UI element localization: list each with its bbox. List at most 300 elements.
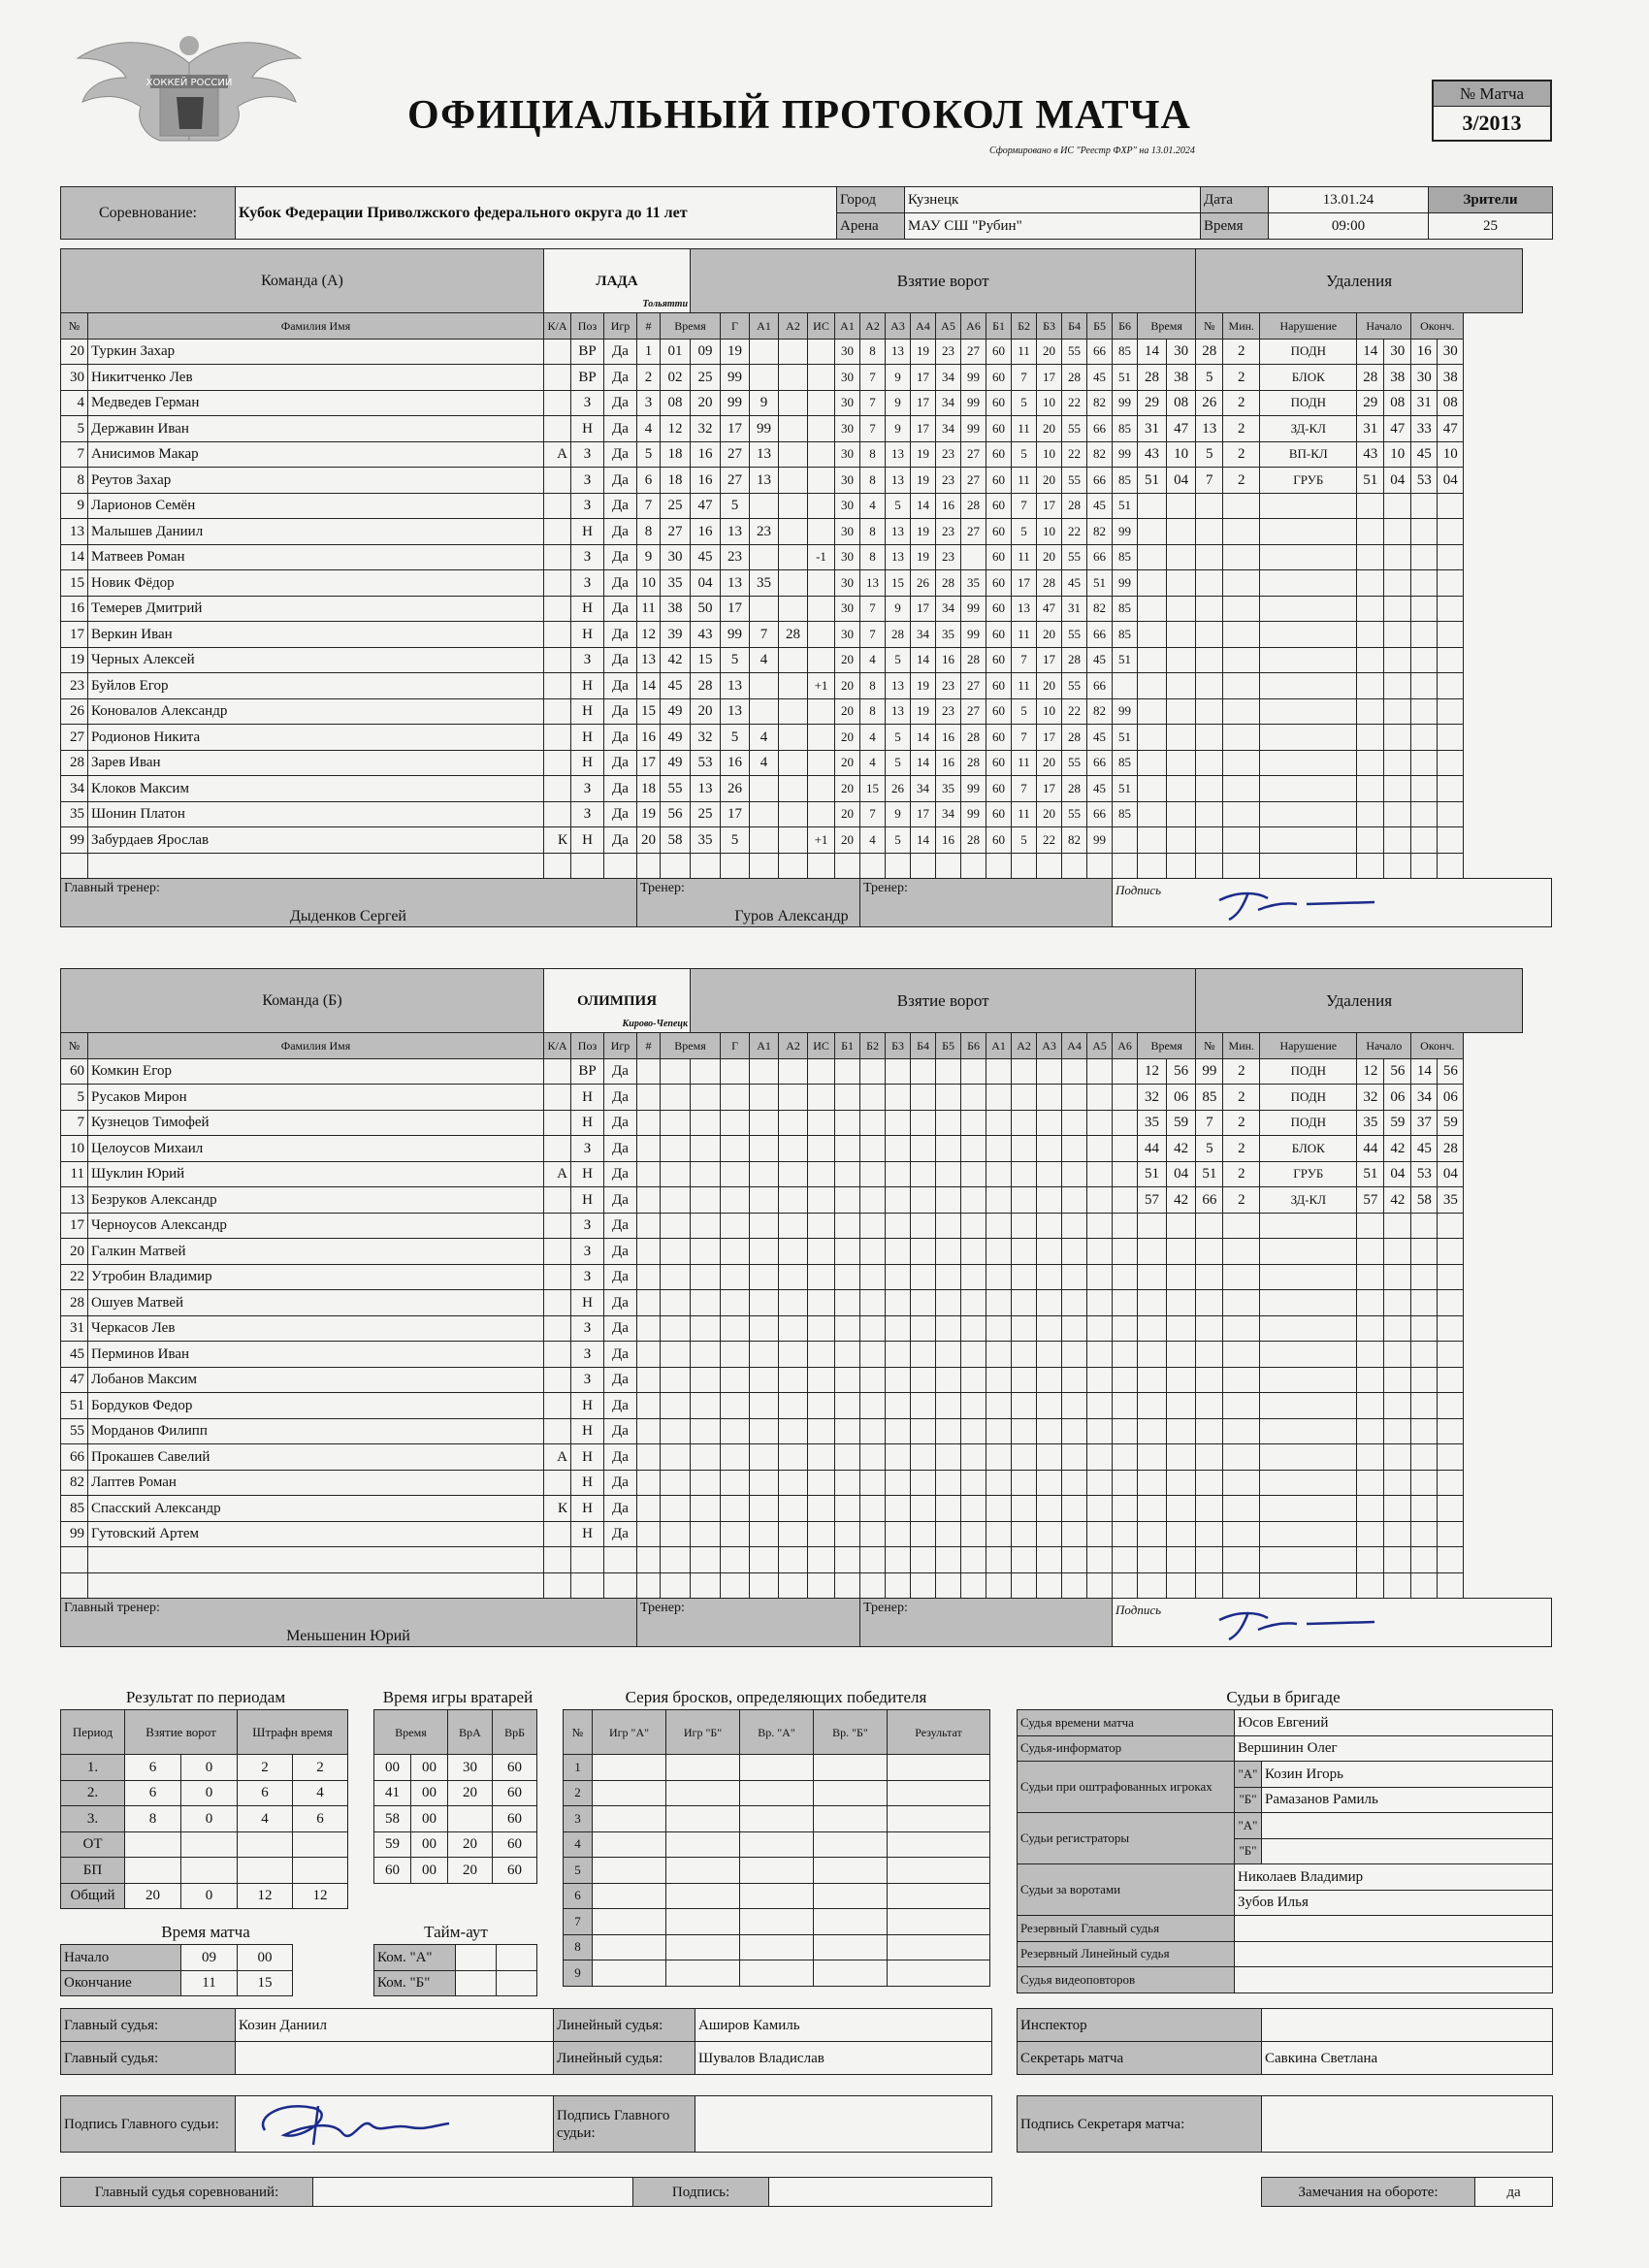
secretary-sign-table [1017, 2095, 1553, 2153]
on-ice-player: 45 [1087, 647, 1113, 673]
on-ice-player: 11 [1012, 622, 1037, 648]
penalty-start-min: 51 [1357, 1161, 1384, 1187]
official-row [1018, 1941, 1553, 1967]
city-label: Город [837, 187, 905, 213]
on-ice-player: 23 [936, 544, 961, 570]
period-goals-a: 8 [125, 1806, 181, 1832]
shootout-number: 4 [564, 1831, 593, 1858]
on-ice-player: 34 [911, 776, 936, 802]
shootout-number: 2 [564, 1780, 593, 1806]
competition-referee-label: Главный судья соревнований: [61, 2178, 313, 2207]
penalty-type: ПОДН [1260, 1058, 1357, 1085]
penalty-start-min: 29 [1357, 390, 1384, 416]
shootout-row [564, 1755, 990, 1781]
penalty-type: БЛОК [1260, 1136, 1357, 1162]
penalty-start-sec: 04 [1384, 1161, 1411, 1187]
on-ice-player: 47 [1037, 596, 1062, 622]
on-ice-player: 26 [886, 776, 911, 802]
on-ice-player: 20 [1037, 468, 1062, 494]
col-pen-no: № [1196, 313, 1223, 340]
col-pen-start: Начало [1357, 1033, 1411, 1059]
period-row [61, 1755, 348, 1781]
on-ice-player: 8 [860, 441, 886, 468]
official-row [1018, 1967, 1553, 1993]
player-number: 5 [61, 1085, 88, 1111]
player-ka [544, 365, 571, 391]
penalty-end-min: 58 [1411, 1187, 1438, 1214]
penalty-second: 04 [1167, 1161, 1196, 1187]
match-end-label: Окончание [61, 1970, 181, 1996]
table-row [61, 1496, 1552, 1522]
penalty-start-min: 28 [1357, 365, 1384, 391]
penalty-minutes: 2 [1223, 1110, 1260, 1136]
on-ice-player: 51 [1113, 776, 1138, 802]
player-played: Да [604, 776, 637, 802]
goal-second: 16 [691, 468, 721, 494]
goal-minute: 30 [661, 544, 691, 570]
sign-label: Подпись [1116, 1603, 1162, 1617]
official-name [1235, 1916, 1553, 1942]
on-ice-player: 85 [1113, 416, 1138, 442]
official-label: Судьи регистраторы [1018, 1813, 1235, 1864]
on-ice-player: 34 [936, 390, 961, 416]
player-number: 85 [61, 1496, 88, 1522]
goalie-row [374, 1755, 537, 1781]
goal-assist-2 [779, 698, 808, 725]
period-goals-a: 20 [125, 1883, 181, 1909]
on-ice-player: 7 [860, 596, 886, 622]
inspector-label: Инспектор [1018, 2009, 1262, 2042]
player-name: Никитченко Лев [88, 365, 544, 391]
player-number: 20 [61, 1239, 88, 1265]
player-played: Да [604, 1418, 637, 1444]
on-ice-player: 7 [1012, 365, 1037, 391]
time-label: Время [1201, 213, 1269, 240]
goal-number: 1 [637, 339, 661, 365]
goalie-minute: 58 [374, 1806, 411, 1832]
penalty-start-sec: 04 [1384, 468, 1411, 494]
penalty-start-min: 43 [1357, 441, 1384, 468]
penalty-minutes: 2 [1223, 390, 1260, 416]
on-ice-player: 99 [1113, 698, 1138, 725]
on-ice-player: 8 [860, 519, 886, 545]
on-ice-player: 22 [1062, 519, 1087, 545]
player-number: 14 [61, 544, 88, 570]
on-ice-player: 5 [1012, 698, 1037, 725]
col-onice: Б1 [986, 313, 1012, 340]
penalty-end-min: 53 [1411, 1161, 1438, 1187]
goal-number: 13 [637, 647, 661, 673]
goal-assist-2 [779, 750, 808, 776]
on-ice-player: 30 [835, 390, 860, 416]
penalty-minute: 14 [1138, 339, 1167, 365]
goal-scorer: 23 [721, 544, 750, 570]
on-ice-player: 11 [1012, 673, 1037, 699]
player-position: З [571, 1136, 604, 1162]
main-referee-2-sign-label: Подпись Главного судьи: [554, 2096, 695, 2153]
on-ice-player: 85 [1113, 339, 1138, 365]
col-pen-time: Время [1138, 313, 1196, 340]
col-onice: Б4 [1062, 313, 1087, 340]
penalty-end-sec: 10 [1438, 441, 1464, 468]
on-ice-player: 7 [860, 365, 886, 391]
player-played: Да [604, 827, 637, 854]
head-coach-name: Дыденков Сергей [290, 908, 406, 924]
player-position: З [571, 1367, 604, 1393]
on-ice-player: 82 [1087, 698, 1113, 725]
goal-minute: 25 [661, 493, 691, 519]
player-position: Н [571, 1085, 604, 1111]
goal-minute: 27 [661, 519, 691, 545]
goal-situation [808, 647, 835, 673]
player-name: Целоусов Михаил [88, 1136, 544, 1162]
goal-scorer: 13 [721, 519, 750, 545]
shootout-number: 7 [564, 1909, 593, 1935]
on-ice-player: 17 [1037, 647, 1062, 673]
shootout-title: Серия бросков, определяющих победителя [625, 1688, 927, 1706]
player-played: Да [604, 596, 637, 622]
penalty-minutes: 2 [1223, 416, 1260, 442]
penalty-minute: 51 [1138, 1161, 1167, 1187]
arena-label: Арена [837, 213, 905, 240]
player-played: Да [604, 1264, 637, 1290]
on-ice-player: 23 [936, 698, 961, 725]
on-ice-player: 20 [835, 698, 860, 725]
col-onice: Б1 [835, 1033, 860, 1059]
on-ice-player: 30 [835, 365, 860, 391]
on-ice-player: 30 [835, 519, 860, 545]
on-ice-player: 19 [911, 673, 936, 699]
official-row [1018, 1864, 1553, 1891]
shootout-number: 9 [564, 1960, 593, 1987]
penalty-minutes: 2 [1223, 1085, 1260, 1111]
goal-second: 09 [691, 339, 721, 365]
goal-second: 43 [691, 622, 721, 648]
on-ice-player: 20 [1037, 544, 1062, 570]
penalty-player: 7 [1196, 468, 1223, 494]
on-ice-player: 13 [886, 698, 911, 725]
col-g: Г [721, 313, 750, 340]
col-pen-start: Начало [1357, 313, 1411, 340]
player-number: 30 [61, 365, 88, 391]
goal-second: 15 [691, 647, 721, 673]
goal-situation [808, 698, 835, 725]
penalty-minute: 12 [1138, 1058, 1167, 1085]
goal-situation [808, 468, 835, 494]
period-col-header: Период [61, 1710, 125, 1755]
goal-number: 8 [637, 519, 661, 545]
player-name: Новик Фёдор [88, 570, 544, 597]
on-ice-player: 7 [1012, 776, 1037, 802]
penalty-end-sec: 47 [1438, 416, 1464, 442]
goal-number: 14 [637, 673, 661, 699]
period-goals-header: Взятие ворот [125, 1710, 238, 1755]
signature-icon [245, 2096, 459, 2153]
table-row [61, 1136, 1552, 1162]
team-sign-cell [1113, 879, 1552, 927]
on-ice-player: 60 [986, 365, 1012, 391]
table-row [61, 1290, 1552, 1316]
official-name: Козин Игорь [1262, 1762, 1553, 1788]
goalie-second: 00 [411, 1858, 448, 1884]
on-ice-player: 20 [1037, 622, 1062, 648]
player-played: Да [604, 725, 637, 751]
on-ice-player: 16 [936, 725, 961, 751]
official-name: Николаев Владимир [1235, 1864, 1553, 1891]
player-position: Н [571, 725, 604, 751]
player-number: 13 [61, 1187, 88, 1214]
player-played: Да [604, 801, 637, 827]
penalty-minute: 32 [1138, 1085, 1167, 1111]
col-pos: Поз [571, 313, 604, 340]
goal-assist-1: 4 [750, 750, 779, 776]
col-onice: Б3 [886, 1033, 911, 1059]
trainer-label: Тренер: [637, 879, 860, 927]
goal-scorer: 27 [721, 468, 750, 494]
on-ice-player: 14 [911, 827, 936, 854]
official-label: Резервный Главный судья [1018, 1916, 1235, 1942]
player-name: Матвеев Роман [88, 544, 544, 570]
on-ice-player: 85 [1113, 544, 1138, 570]
penalty-minutes: 2 [1223, 468, 1260, 494]
penalty-player: 5 [1196, 365, 1223, 391]
penalty-minute: 57 [1138, 1187, 1167, 1214]
main-referee-signature [236, 2096, 554, 2153]
competition-referee-sign-label: Подпись: [633, 2178, 769, 2207]
on-ice-player: 17 [911, 416, 936, 442]
on-ice-player: 34 [936, 416, 961, 442]
goal-number: 3 [637, 390, 661, 416]
on-ice-player: 27 [961, 339, 986, 365]
player-name: Безруков Александр [88, 1187, 544, 1214]
col-played: Игр [604, 1033, 637, 1059]
player-position: Н [571, 1521, 604, 1547]
on-ice-player: 45 [1087, 493, 1113, 519]
date-value: 13.01.24 [1269, 187, 1429, 213]
team-a-section [60, 248, 1552, 927]
penalty-minute: 29 [1138, 390, 1167, 416]
on-ice-player: 14 [911, 750, 936, 776]
on-ice-player: 60 [986, 827, 1012, 854]
player-played: Да [604, 519, 637, 545]
on-ice-player: 20 [835, 776, 860, 802]
line-referee-1-label: Линейный судья: [554, 2009, 695, 2042]
goalie-b: 60 [493, 1780, 537, 1806]
official-name: Рамазанов Рамиль [1262, 1787, 1553, 1813]
goalie-second: 00 [411, 1780, 448, 1806]
player-position: Н [571, 1161, 604, 1187]
on-ice-player: 66 [1087, 416, 1113, 442]
on-ice-player: 5 [1012, 390, 1037, 416]
table-row [61, 339, 1552, 365]
arena-value: МАУ СШ "Рубин" [905, 213, 1201, 240]
player-number: 7 [61, 1110, 88, 1136]
penalty-second: 56 [1167, 1058, 1196, 1085]
on-ice-player: 11 [1012, 801, 1037, 827]
player-played: Да [604, 1187, 637, 1214]
player-position: Н [571, 698, 604, 725]
goal-assist-2 [779, 416, 808, 442]
player-ka [544, 1342, 571, 1368]
on-ice-player: 19 [911, 441, 936, 468]
player-name: Спасский Александр [88, 1496, 544, 1522]
match-time-title: Время матча [161, 1923, 250, 1941]
official-label: Судьи при оштрафованных игроках [1018, 1762, 1235, 1813]
on-ice-player: 85 [1113, 622, 1138, 648]
on-ice-player: 13 [886, 544, 911, 570]
on-ice-player: 30 [835, 416, 860, 442]
table-row [61, 776, 1552, 802]
penalty-start-min: 51 [1357, 468, 1384, 494]
goal-scorer: 13 [721, 698, 750, 725]
player-number: 60 [61, 1058, 88, 1085]
player-position: Н [571, 519, 604, 545]
team-name-text: ЛАДА [596, 273, 638, 289]
penalty-end-min: 34 [1411, 1085, 1438, 1111]
penalty-start-sec: 10 [1384, 441, 1411, 468]
goal-assist-1: 4 [750, 725, 779, 751]
goal-assist-2 [779, 441, 808, 468]
player-number: 27 [61, 725, 88, 751]
on-ice-player: 17 [911, 596, 936, 622]
official-team: "А" [1235, 1813, 1262, 1839]
on-ice-player: 5 [1012, 441, 1037, 468]
period-pen-b: 12 [293, 1883, 348, 1909]
goal-minute: 08 [661, 390, 691, 416]
goal-second: 04 [691, 570, 721, 597]
sign-label: Подпись [1116, 883, 1161, 897]
player-played: Да [604, 1342, 637, 1368]
main-referee-sign-label: Подпись Главного судьи: [61, 2096, 236, 2153]
goal-scorer: 13 [721, 570, 750, 597]
goal-number: 2 [637, 365, 661, 391]
table-row [61, 750, 1552, 776]
on-ice-player: 66 [1087, 468, 1113, 494]
player-number: 47 [61, 1367, 88, 1393]
player-ka [544, 1187, 571, 1214]
on-ice-player: 5 [886, 493, 911, 519]
col-pen-end: Оконч. [1411, 313, 1464, 340]
period-goals-b: 0 [181, 1755, 238, 1781]
match-start-hour: 09 [181, 1945, 238, 1971]
col-onice: А6 [1113, 1033, 1138, 1059]
period-pen-a: 4 [238, 1806, 293, 1832]
penalty-type: ПОДН [1260, 339, 1357, 365]
on-ice-player: 28 [936, 570, 961, 597]
col-g: Г [721, 1033, 750, 1059]
table-row [61, 519, 1552, 545]
player-ka [544, 1290, 571, 1316]
player-position: ВР [571, 1058, 604, 1085]
penalty-second: 06 [1167, 1085, 1196, 1111]
remarks-label: Замечания на обороте: [1262, 2178, 1475, 2207]
player-ka [544, 1213, 571, 1239]
table-row [61, 416, 1552, 442]
player-ka [544, 596, 571, 622]
signatures-table [60, 2095, 992, 2153]
goal-scorer: 17 [721, 596, 750, 622]
on-ice-player: 28 [961, 493, 986, 519]
official-row [1018, 1735, 1553, 1762]
penalty-end-min: 14 [1411, 1058, 1438, 1085]
official-name: Юсов Евгений [1235, 1710, 1553, 1736]
official-row [1018, 1710, 1553, 1736]
shootout-number: 6 [564, 1883, 593, 1909]
col-num: № [61, 313, 88, 340]
player-number: 9 [61, 493, 88, 519]
official-label: Судьи за воротами [1018, 1864, 1235, 1916]
on-ice-player: 7 [860, 390, 886, 416]
player-number: 17 [61, 1213, 88, 1239]
period-pen-b: 2 [293, 1755, 348, 1781]
goal-scorer: 5 [721, 725, 750, 751]
on-ice-player: 22 [1037, 827, 1062, 854]
table-row [61, 1393, 1552, 1419]
table-row [61, 1444, 1552, 1471]
player-name: Реутов Захар [88, 468, 544, 494]
period-row [61, 1883, 348, 1909]
player-name: Черных Алексей [88, 647, 544, 673]
goal-scorer: 16 [721, 750, 750, 776]
on-ice-player: 9 [886, 801, 911, 827]
goal-situation [808, 750, 835, 776]
penalty-type: ЗД-КЛ [1260, 1187, 1357, 1214]
player-number: 31 [61, 1315, 88, 1342]
goalies-table [373, 1709, 537, 1884]
on-ice-player: 20 [835, 673, 860, 699]
on-ice-player: 51 [1087, 570, 1113, 597]
goal-situation [808, 725, 835, 751]
on-ice-player: 11 [1012, 468, 1037, 494]
page-title: ОФИЦИАЛЬНЫЙ ПРОТОКОЛ МАТЧА [407, 93, 1191, 138]
on-ice-player: 82 [1087, 441, 1113, 468]
player-played: Да [604, 1136, 637, 1162]
team-name-text: ОЛИМПИЯ [576, 992, 658, 1009]
goals-section-title: Взятие ворот [691, 249, 1196, 313]
goal-assist-2: 28 [779, 622, 808, 648]
on-ice-player: 34 [936, 596, 961, 622]
table-row [61, 1572, 1552, 1599]
col-name: Фамилия Имя [88, 313, 544, 340]
col-pen-no: № [1196, 1033, 1223, 1059]
on-ice-player: 13 [886, 519, 911, 545]
table-row [61, 698, 1552, 725]
goalie-row [374, 1806, 537, 1832]
on-ice-player: 11 [1012, 339, 1037, 365]
timeout-team-b-label: Ком. "Б" [374, 1970, 456, 1996]
goal-minute: 12 [661, 416, 691, 442]
on-ice-player: 99 [961, 365, 986, 391]
penalty-end-min: 33 [1411, 416, 1438, 442]
on-ice-player: 99 [961, 776, 986, 802]
player-position: Н [571, 750, 604, 776]
on-ice-player: 66 [1087, 339, 1113, 365]
player-number: 99 [61, 827, 88, 854]
goal-assist-1 [750, 365, 779, 391]
goal-number: 15 [637, 698, 661, 725]
on-ice-player: 19 [911, 339, 936, 365]
goal-assist-2 [779, 827, 808, 854]
goal-assist-2 [779, 519, 808, 545]
goal-number: 18 [637, 776, 661, 802]
on-ice-player: 22 [1062, 441, 1087, 468]
player-played: Да [604, 1085, 637, 1111]
match-start-minute: 00 [238, 1945, 293, 1971]
penalty-player: 7 [1196, 1110, 1223, 1136]
goalie-a: 20 [448, 1858, 493, 1884]
team-sign-cell [1113, 1599, 1552, 1647]
goal-assist-1 [750, 801, 779, 827]
